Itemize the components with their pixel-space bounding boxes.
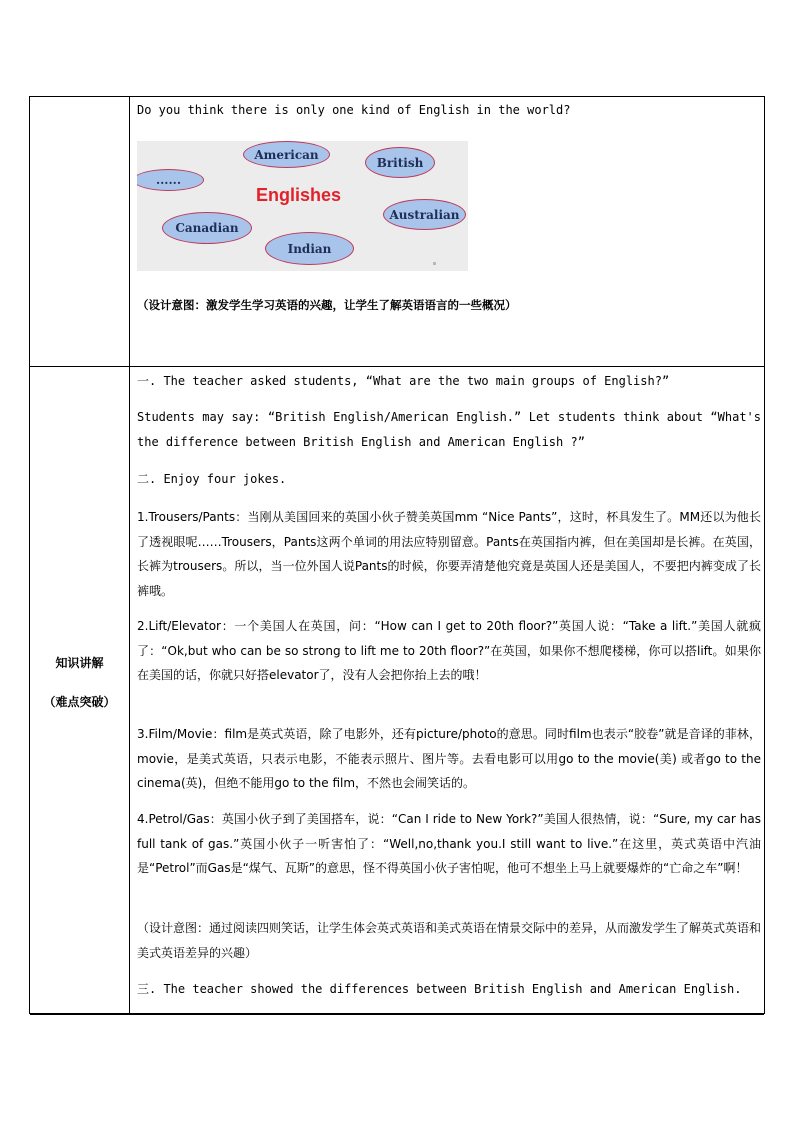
bubble-australian: Australian <box>383 199 466 230</box>
column-divider <box>129 97 130 1013</box>
joke-2: 2.Lift/Elevator：一个美国人在英国，问：“How can I get to 20th floor?”英国人说：“Take a lift.”美国人就疯了：“Ok,but who can be so strong to lift me to 20th floor?”在英国，如果你不想爬楼梯，你可以搭lift。如果你在美国的话，你就只好搭elevator了，没有人会把你抬上去的哦！ <box>137 619 761 682</box>
joke-4: 4.Petrol/Gas：英国小伙子到了美国搭车，说：“Can I ride to New York?”美国人很热情，说：“Sure, my car has full tank of gas.”英国小伙子一听害怕了：“Well,no,thank you.I still want to live.”在这里，英式英语中汽油是“Petrol”而Gas是“煤气、瓦斯”的意思，怪不得英国小伙子害怕呢，他可不想坐上马上就要爆炸的“亡命之车”啊！ <box>137 812 761 875</box>
diagram-dot <box>433 262 436 265</box>
joke-1: 1.Trousers/Pants：当刚从美国回来的英国小伙子赞美英国mm “Nice Pants”，这时，杯具发生了。MM还以为他长了透视眼呢……Trousers，Pants这两个单词的用法应特别留意。Pants在英国指内裤，但在美国却是长裤。在英国，长裤为trousers。所以，当一位外国人说Pants的时候，你要弄清楚他究竟是英国人还是美国人，不要把内裤变成了长裤哦。 <box>137 510 761 598</box>
step-three: 三. The teacher showed the differences between British English and American English. <box>137 982 742 996</box>
bubble-indian: Indian <box>265 232 354 265</box>
englishes-diagram <box>137 141 468 271</box>
bubble-british: British <box>365 147 435 178</box>
students-answer: Students may say: “British English/American English.” Let students think about “What's the difference between British English and American English ?” <box>137 410 761 449</box>
row-divider-bottom <box>30 1014 764 1015</box>
bubble-ellipsis: ...... <box>137 169 204 191</box>
bubble-american: American <box>243 141 330 168</box>
step-two: 二. Enjoy four jokes. <box>137 472 287 486</box>
intro-question: Do you think there is only one kind of English in the world? <box>137 103 571 117</box>
lesson-table <box>29 96 765 1014</box>
design-note-2: （设计意图：通过阅读四则笑话，让学生体会英式英语和美式英语在情景交际中的差异，从而激发学生了解英式英语和美式英语差异的兴趣） <box>137 921 762 960</box>
joke-3: 3.Film/Movie：film是英式英语，除了电影外，还有picture/photo的意思。同时film也表示“胶卷”就是音译的菲林，movie，是美式英语，只表示电影，不能表示照片、图片等。去看电影可以用go to the movie(美) 或者go to the cinema(英)，但绝不能用go to the film，不然也会闹笑话的。 <box>137 727 761 790</box>
row-divider <box>30 366 764 367</box>
section-title: 知识讲解 <box>55 656 104 670</box>
diagram-center-label: Englishes <box>256 185 342 205</box>
design-note-1: （设计意图：激发学生学习英语的兴趣，让学生了解英语语言的一些概况） <box>137 298 517 312</box>
section-subtitle: （难点突破） <box>43 695 116 709</box>
step-one: 一. The teacher asked students, “What are the two main groups of English?” <box>137 374 670 388</box>
bubble-canadian: Canadian <box>162 212 252 244</box>
